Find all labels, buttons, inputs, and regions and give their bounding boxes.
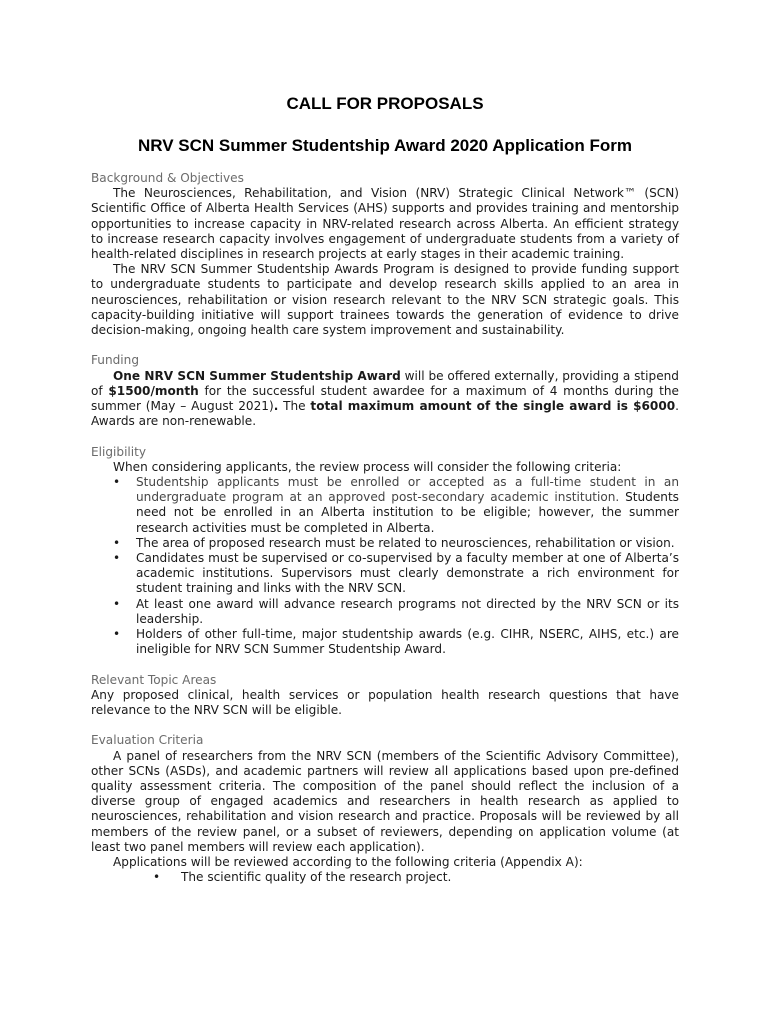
funding-award-name: One NRV SCN Summer Studentship Award <box>113 368 401 383</box>
evaluation-paragraph-1: A panel of researchers from the NRV SCN (members of the Scientific Advisory Committee), other SCNs (ASDs), and academic partners will review all applications based upon pre-defined quality assessment criteria. The composition of the panel should reflect the inclusion of a diverse group of engaged academics and researchers in health research as applied to neurosciences, rehabilitation and vision research and practice. Proposals will be reviewed by all members of the review panel, or a subset of reviewers, depending on application volume (at least two panel members will review each application). <box>91 748 679 854</box>
bullet-icon: • <box>113 535 121 550</box>
list-item: • Holders of other full-time, major studentship awards (e.g. CIHR, NSERC, AIHS, etc.) are ineligible for NRV SCN Summer Studentship Award. <box>113 627 679 657</box>
list-item: • The scientific quality of the research project. <box>153 870 452 885</box>
document-body <box>91 171 679 885</box>
topics-paragraph: Any proposed clinical, health services or population health research questions that have relevance to the NRV SCN will be eligible. <box>91 687 679 718</box>
eligibility-list <box>91 475 679 657</box>
funding-total: total maximum amount of the single award is $6000 <box>310 399 676 414</box>
list-item: • At least one award will advance research programs not directed by the NRV SCN or its leadership. <box>113 596 679 626</box>
funding-paragraph: One NRV SCN Summer Studentship Award will be offered externally, providing a stipend of $1500/month for the successful student awardee for a maximum of 4 months during the summer (May – August 2021). The total maximum amount of the single award is $6000. Awards are non-renewable. <box>91 368 680 429</box>
section-heading-eligibility: Eligibility <box>91 444 147 459</box>
section-heading-evaluation: Evaluation Criteria <box>91 733 204 748</box>
bullet-icon: • <box>113 596 121 611</box>
list-item: • Candidates must be supervised or co-supervised by a faculty member at one of Alberta’s academic institutions. Supervisors must clearly demonstrate a rich environment for student training and links with the NRV SCN. <box>113 551 679 596</box>
eligibility-intro: When considering applicants, the review process will consider the following criteria: <box>113 459 622 474</box>
page-title: CALL FOR PROPOSALS <box>286 94 484 113</box>
bullet-icon: • <box>113 627 121 642</box>
evaluation-paragraph-2: Applications will be reviewed according to the following criteria (Appendix A): <box>113 855 583 870</box>
section-heading-funding: Funding <box>91 353 140 368</box>
bullet-icon: • <box>113 475 121 490</box>
form-title: NRV SCN Summer Studentship Award 2020 Application Form <box>137 136 633 155</box>
background-paragraph-1: The Neurosciences, Rehabilitation, and Vision (NRV) Strategic Clinical Network™ (SCN) Scientific Office of Alberta Health Services (AHS) supports and provides training and mentorship opportunities to increase capacity in NRV-related research across Alberta. An efficient strategy to increase research capacity involves engagement of undergraduate students from a variety of health-related disciplines in research projects at early stages in their academic training. <box>91 186 679 262</box>
section-heading-background: Background & Objectives <box>91 171 244 185</box>
list-item: • The area of proposed research must be related to neurosciences, rehabilitation or vision. <box>113 535 675 550</box>
bullet-icon: • <box>153 870 161 885</box>
background-paragraph-2: The NRV SCN Summer Studentship Awards Program is designed to provide funding support to undergraduate students to participate and develop research skills applied to an area in neurosciences, rehabilitation or vision research relevant to the NRV SCN strategic goals. This capacity-building initiative will support trainees towards the generation of evidence to drive decision-making, ongoing health care system improvement and sustainability. <box>91 262 679 338</box>
evaluation-list <box>91 870 679 885</box>
funding-stipend: $1500/month <box>108 383 199 398</box>
bullet-icon: • <box>113 551 121 566</box>
list-item: • Studentship applicants must be enrolled or accepted as a full-time student in an undergraduate program at an approved post-secondary academic institution. Students need not be enrolled in an Alberta institution to be eligible; however, the summer research activities must be completed in Alberta. <box>113 475 679 535</box>
section-heading-topics: Relevant Topic Areas <box>91 672 217 687</box>
